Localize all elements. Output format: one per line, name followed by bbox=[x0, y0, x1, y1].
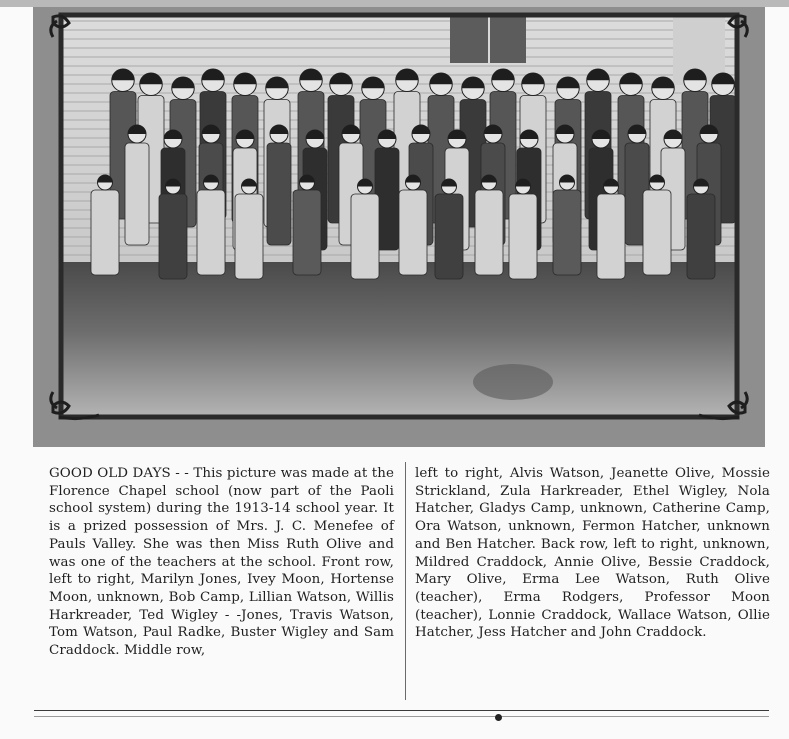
student-figure bbox=[159, 179, 187, 279]
caption-column-right: left to right, Alvis Watson, Jeanette Olive, Mossie Strickland, Zula Harkreader, Ethel Wigley, Nola Hatcher, Gladys Camp, unknown, Catherine Camp, Ora Watson, unknown, Fermon Hatcher, unknown and Ben Hatcher. Back row, left to right, unknown, Mildred Craddock, Annie Olive, Bessie Craddock, Mary Olive, Erma Lee Watson, Ruth Olive (teacher), Erma Rodgers, Professor Moon (teacher), Lonnie Craddock, Wallace Watson, Ollie Hatcher, Jess Hatcher and John Craddock. bbox=[415, 466, 770, 641]
student-figure bbox=[235, 179, 263, 279]
caption-column-left: GOOD OLD DAYS - - This picture was made at the Florence Chapel school (now part of the Paoli school system) during the 1913-14 school year. It is a prized possession of Mrs. J. C. Menefee of Pauls Valley. She was then Miss Ruth Olive and was one of the teachers at the school. Front row, left to right, Marilyn Jones, Ivey Moon, Hortense Moon, unknown, Bob Camp, Lillian Watson, Willis Harkreader, Ted Wigley - -Jones, Travis Watson, Tom Watson, Paul Radke, Buster Wigley and Sam Craddock. Middle row, bbox=[49, 466, 394, 659]
window-mullion bbox=[488, 15, 490, 63]
class-photograph bbox=[33, 7, 765, 447]
student-figure bbox=[293, 175, 321, 275]
student-figure bbox=[553, 175, 581, 275]
student-figure bbox=[509, 179, 537, 279]
student-figure bbox=[351, 179, 379, 279]
student-figure bbox=[687, 179, 715, 279]
schoolyard-ground bbox=[61, 262, 737, 417]
column-divider bbox=[405, 462, 406, 700]
bullet-dot bbox=[495, 714, 502, 721]
student-figure bbox=[197, 175, 225, 275]
student-figure bbox=[399, 175, 427, 275]
student-figure bbox=[125, 125, 149, 245]
class-photograph-drawing bbox=[33, 7, 765, 447]
student-figure bbox=[267, 125, 291, 245]
bottom-rule-thin bbox=[34, 716, 769, 717]
student-figure bbox=[643, 175, 671, 275]
student-figure bbox=[435, 179, 463, 279]
scan-top-edge bbox=[0, 0, 789, 7]
student-figure bbox=[597, 179, 625, 279]
student-figure bbox=[475, 175, 503, 275]
ground-shadow bbox=[473, 364, 553, 400]
bottom-rule bbox=[34, 710, 769, 711]
student-figure bbox=[91, 175, 119, 275]
